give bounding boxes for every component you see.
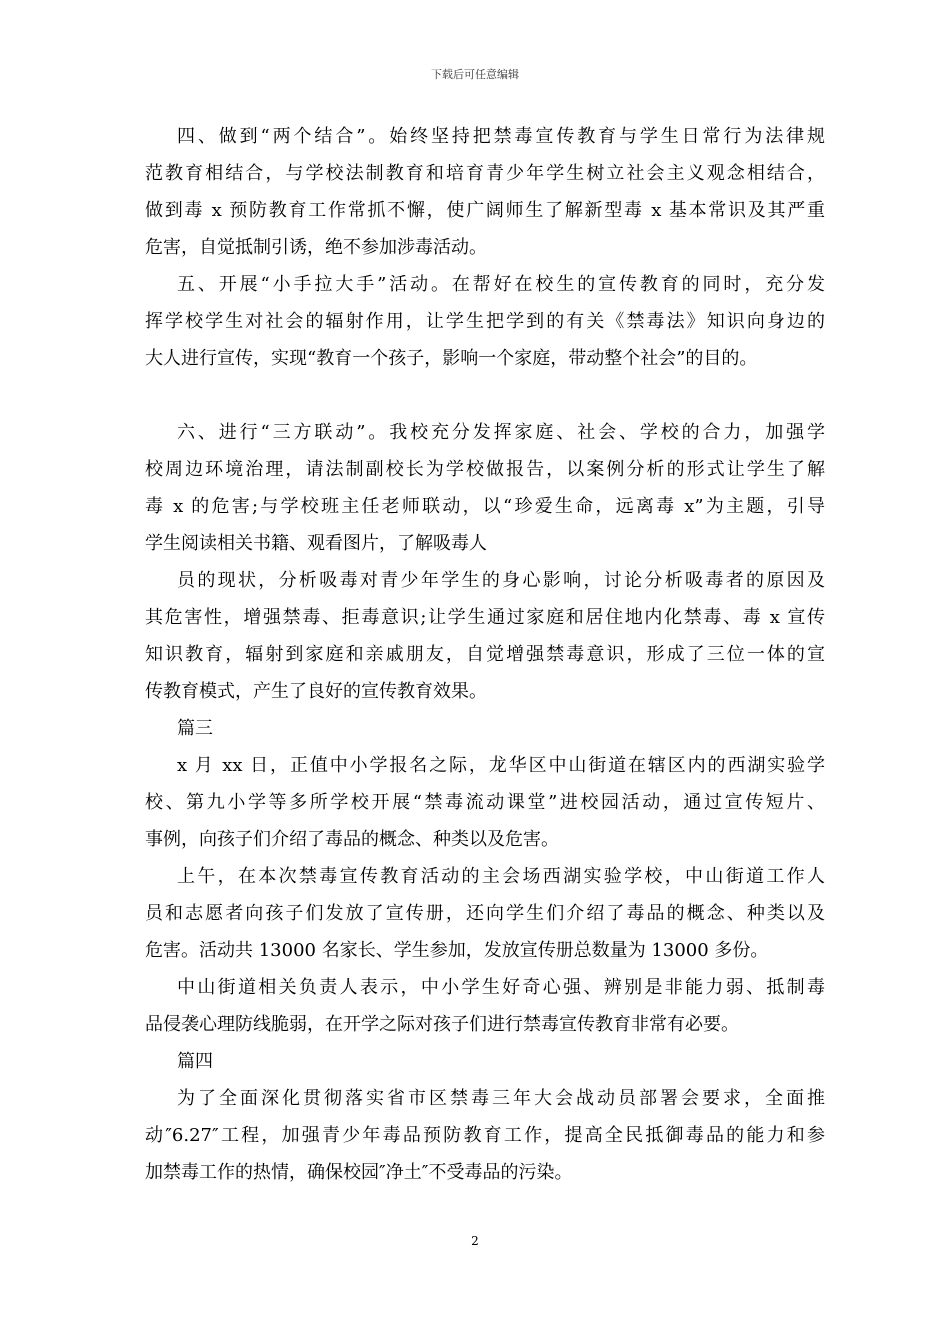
text-line: 五、开展“小手拉大手”活动。在帮好在校生的宣传教育的同时，充分发 (177, 274, 825, 295)
text-line: 大人进行宣传，实现“教育一个孩子，影响一个家庭，带动整个社会”的目的。 (145, 348, 758, 369)
section-heading (145, 1043, 825, 1080)
text-line: 学生阅读相关书籍、观看图片，了解吸毒人 (145, 533, 487, 554)
paragraph (145, 747, 825, 858)
text-line: 危害。活动共 13000 名家长、学生参加，发放宣传册总数量为 13000 多份。 (145, 940, 769, 961)
text-line: 员的现状，分析吸毒对青少年学生的身心影响，讨论分析吸毒者的原因及 (177, 570, 825, 591)
document-body (145, 118, 825, 1191)
text-line: 毒 x 的危害;与学校班主任老师联动，以“珍爱生命，远离毒 x”为主题，引导 (145, 496, 825, 517)
paragraph (145, 1080, 825, 1191)
text-line: 校、第九小学等多所学校开展“禁毒流动课堂”进校园活动，通过宣传短片、 (145, 792, 825, 813)
text-line: 加禁毒工作的热情，确保校园″净土″不受毒品的污染。 (145, 1162, 573, 1183)
text-line: 为了全面深化贯彻落实省市区禁毒三年大会战动员部署会要求，全面推 (177, 1088, 825, 1109)
text-line: 六、进行“三方联动”。我校充分发挥家庭、社会、学校的合力，加强学 (177, 422, 825, 443)
text-line: 动″6.27″工程，加强青少年毒品预防教育工作，提高全民抵御毒品的能力和参 (145, 1125, 825, 1146)
section-heading-text: 篇四 (177, 1051, 213, 1072)
text-line: 中山街道相关负责人表示，中小学生好奇心强、辨别是非能力弱、抵制毒 (177, 977, 825, 998)
section-heading (145, 710, 825, 747)
text-line: 传教育模式，产生了良好的宣传教育效果。 (145, 681, 487, 702)
text-line: 范教育相结合，与学校法制教育和培育青少年学生树立社会主义观念相结合， (145, 163, 825, 184)
text-line: 上午，在本次禁毒宣传教育活动的主会场西湖实验学校，中山街道工作人 (177, 866, 825, 887)
text-line: 挥学校学生对社会的辐射作用，让学生把学到的有关《禁毒法》知识向身边的 (145, 311, 825, 332)
text-line: 校周边环境治理，请法制副校长为学校做报告，以案例分析的形式让学生了解 (145, 459, 825, 480)
text-line: 事例，向孩子们介绍了毒品的概念、种类以及危害。 (145, 829, 559, 850)
page-number: 2 (471, 1234, 479, 1248)
paragraph (145, 118, 825, 266)
section-heading-text: 篇三 (177, 718, 213, 739)
text-line: 知识教育，辐射到家庭和亲戚朋友，自觉增强禁毒意识，形成了三位一体的宣 (145, 644, 825, 665)
text-line: 危害，自觉抵制引诱，绝不参加涉毒活动。 (145, 237, 487, 258)
paragraph (145, 414, 825, 562)
paragraph (145, 266, 825, 377)
text-line: 其危害性，增强禁毒、拒毒意识;让学生通过家庭和居住地内化禁毒、毒 x 宣传 (145, 607, 825, 628)
paragraph (145, 969, 825, 1043)
text-line: 品侵袭心理防线脆弱，在开学之际对孩子们进行禁毒宣传教育非常有必要。 (145, 1014, 739, 1035)
page-header: 下载后可任意编辑 (431, 68, 519, 81)
text-line: x 月 xx 日，正值中小学报名之际，龙华区中山街道在辖区内的西湖实验学 (177, 755, 825, 776)
text-line: 员和志愿者向孩子们发放了宣传册，还向学生们介绍了毒品的概念、种类以及 (145, 903, 825, 924)
text-line: 做到毒 x 预防教育工作常抓不懈，使广阔师生了解新型毒 x 基本常识及其严重 (145, 200, 825, 221)
paragraph (145, 562, 825, 710)
text-line: 四、做到“两个结合”。始终坚持把禁毒宣传教育与学生日常行为法律规 (177, 126, 825, 147)
paragraph (145, 858, 825, 969)
